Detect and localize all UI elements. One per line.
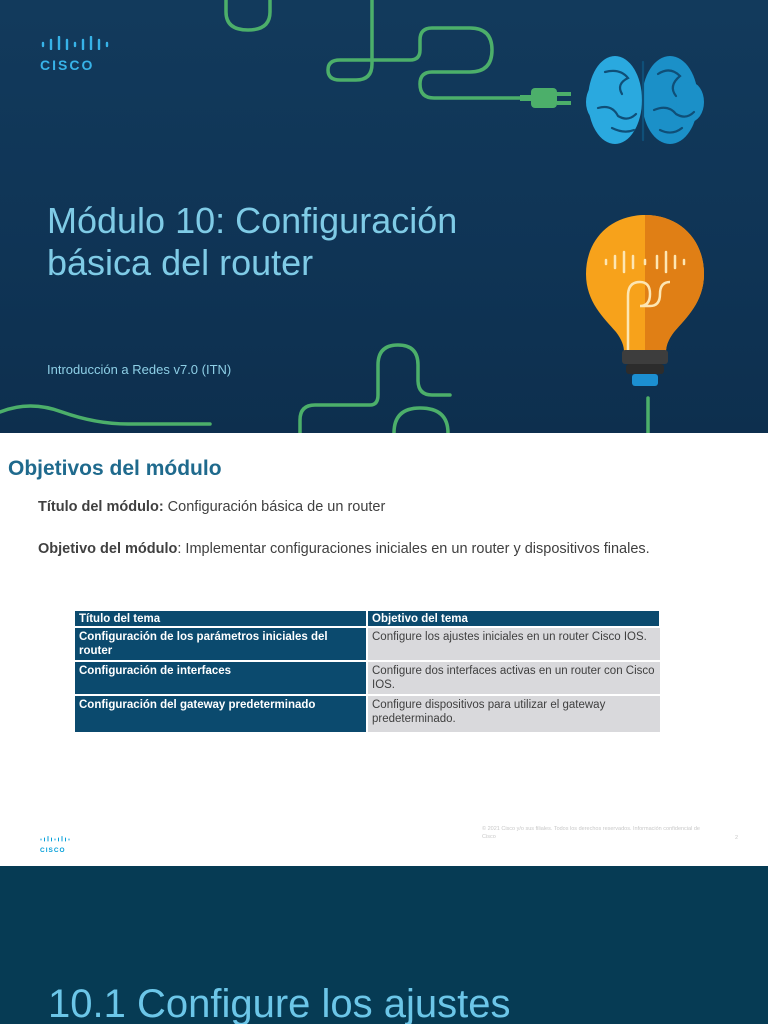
- topic-cell: Configuración del gateway predeterminado: [75, 695, 367, 732]
- title-slide: [0, 0, 768, 433]
- footer-legal-text: © 2021 Cisco y/o sus filiales. Todos los derechos reservados. Información confidencial de Cisco: [482, 826, 700, 840]
- topics-table: [75, 611, 661, 732]
- cisco-bars-icon: [40, 836, 70, 842]
- lightbulb-icon: [586, 215, 704, 386]
- module-objective-label: Objetivo del módulo: [38, 541, 178, 557]
- slide-title: Módulo 10: Configuración básica del router: [47, 200, 458, 283]
- objectives-heading: Objetivos del módulo: [8, 457, 222, 480]
- section-title: 10.1 Configure los ajustes: [48, 982, 511, 1024]
- objective-cell: Configure dispositivos para utilizar el gateway predeterminado.: [367, 695, 660, 732]
- table-header-row: [75, 611, 660, 627]
- brain-icon: [586, 56, 704, 144]
- cisco-wordmark: CISCO: [40, 57, 95, 73]
- page-number: 2: [735, 835, 739, 841]
- module-title-label: Título del módulo:: [38, 499, 164, 515]
- footer-cisco-logo: [40, 829, 70, 854]
- objectives-slide: [0, 433, 768, 866]
- plug-icon: [520, 88, 571, 108]
- topic-cell: Configuración de los parámetros iniciales del router: [75, 627, 367, 661]
- column-header-topic: Título del tema: [75, 611, 367, 627]
- module-title-line: [38, 499, 385, 515]
- cisco-bars-icon: [40, 36, 112, 50]
- table-row: [75, 661, 660, 695]
- table-row: [75, 627, 660, 661]
- table-row: [75, 695, 660, 732]
- slide-subtitle: Introducción a Redes v7.0 (ITN): [47, 362, 232, 377]
- module-objective-value: : Implementar configuraciones iniciales en un router y dispositivos finales.: [177, 541, 650, 557]
- module-objective-line: [38, 539, 678, 559]
- objective-cell: Configure los ajustes iniciales en un router Cisco IOS.: [367, 627, 660, 661]
- objective-cell: Configure dos interfaces activas en un router con Cisco IOS.: [367, 661, 660, 695]
- module-title-value: Configuración básica de un router: [163, 499, 386, 515]
- column-header-objective: Objetivo del tema: [367, 611, 660, 627]
- section-slide: [0, 866, 768, 1024]
- cisco-logo: [40, 36, 112, 73]
- topic-cell: Configuración de interfaces: [75, 661, 367, 695]
- footer-cisco-wordmark: CISCO: [40, 847, 66, 854]
